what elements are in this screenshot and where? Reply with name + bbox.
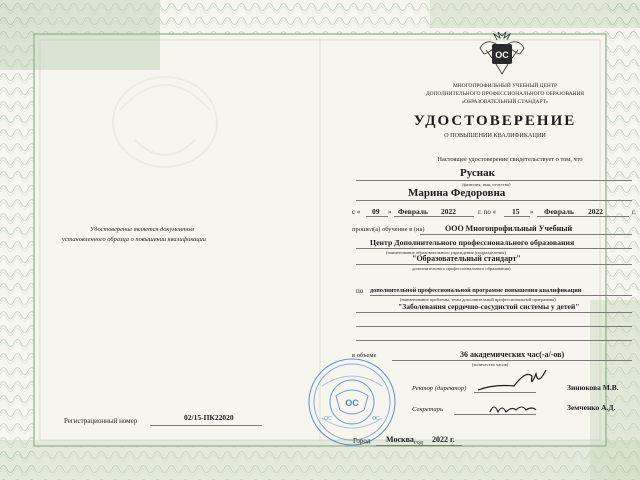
from-day-underline [366,216,388,217]
certifies-text: Настоящее удостоверение свидетельствует о том, что [437,156,583,163]
program-title-underline [356,312,632,313]
registration-label: Регистрационный номер [64,417,138,425]
city-label: Город [353,437,371,445]
org-line-3-underline [356,264,632,265]
program-text: дополнительной профессиональной программе повышения квалификации [370,287,582,294]
given-names: Марина Федоровна [408,187,506,199]
document-subtitle: О ПОВЫШЕНИИ КВАЛИФИКАЦИИ [444,132,546,139]
center-line-3: «ОБРАЗОВАТЕЛЬНЫЙ СТАНДАРТ» [461,99,549,105]
statement-line-2: установленного образца о повышении квалификации [62,236,206,243]
statement-line-1: Удостоверение является документом [90,226,194,233]
seal-right-tag: ОС [372,416,380,422]
to-month: Февраль [544,207,574,216]
org-caption-1: (наименование образовательного учреждения (подразделения) [386,250,506,255]
surname: Руснак [460,167,495,179]
from-day: 09 [372,207,380,216]
to-day: 15 [512,207,520,216]
from-month-underline [394,216,474,217]
rector-name: Зинюкова М.В. [567,383,619,392]
program-underline [370,295,632,296]
to-month-underline [537,216,629,217]
program-blank-line-1 [356,326,632,327]
certificate-sheet: Удостоверение является документом установленного образца о повышении квалификации Регистрационный номер 02/15-ПК22020 ОС МНОГОПРОФИЛЬНЫЙ УЧЕБНЫЙ ЦЕНТР ДОПОЛНИТЕЛЬНОГО ПРОФЕССИОНАЛЬНОГО ОБРАЗОВАНИЯ «ОБРАЗОВАТЕЛЬНЫЙ СТАНДАРТ» УДОСТОВЕРЕНИЕ О ПОВЫШЕНИИ КВАЛИФИКАЦИИ Настоящее удостоверение свидетельствует о том, что Руснак (фамилия, имя, отчество) Марина Федоровна с « 09 » Февраль 2022 г. по « 15 » Февраль 2022 г. прошел(а) обучение в (на) ООО Многопрофильный Учебный Центр Дополнительного профессионального образования (наименование образовательного учреждения (подразделения) "Образовательный стандарт" дополнительного профессионального образования) по дополнительной профессиональной программе повышения квалификации (наименование проблемы, темы дополнительной профессиональной программы) "Заболевания сердечно-сосудистой системы у детей" в объеме 36 академических час(-а/-ов) (количество часов) ОС ОС ОС Ректор (директор) Зинюкова М.В. Секретарь Земченко А.Д. Город Москва год 2022 г. [0,0,640,480]
volume-underline [392,360,632,361]
volume-caption: (количество часов) [472,362,509,367]
registration-number: 02/15-ПК22020 [184,413,234,422]
registration-underline [150,425,262,426]
org-caption-2: дополнительного профессионального образования) [412,266,511,271]
to-day-underline [504,216,530,217]
rector-label: Ректор (директор) [412,385,467,392]
secretary-label: Секретарь [412,406,444,413]
emblem-monogram: ОС [495,50,509,60]
org-line-1-underline [420,234,632,235]
seal-center-monogram: ОС [345,398,359,408]
city-year-label: год [414,439,423,446]
program-label: по [356,287,364,295]
seal-left-tag: ОС [324,416,332,422]
surname-caption: (фамилия, имя, отчество) [462,182,511,187]
org-line-1: ООО Многопрофильный Учебный [445,224,573,233]
volume-value: 36 академических час(-а/-ов) [460,350,565,359]
date-to-prefix: г. по « [478,208,497,216]
surname-underline [356,180,632,181]
city-year-underline [428,445,462,446]
date-from-prefix: с « [352,208,361,216]
org-line-2-underline [356,248,632,249]
secretary-signature-icon [486,398,542,418]
eagle-emblem-icon [472,30,532,78]
program-blank-line-2 [356,340,632,341]
center-line-2: ДОПОЛНИТЕЛЬНОГО ПРОФЕССИОНАЛЬНОГО ОБРАЗОВАНИЯ [426,91,584,97]
rector-signature-icon [474,366,554,396]
year-suffix: г. [632,208,636,216]
from-year: 2022 [441,207,456,216]
center-line-1: МНОГОПРОФИЛЬНЫЙ УЧЕБНЫЙ ЦЕНТР [452,83,558,89]
study-label: прошел(а) обучение в (на) [352,226,425,233]
city-value: Москва [386,435,414,444]
official-seal-icon [306,356,398,448]
volume-label: в объеме [352,352,377,359]
org-line-3: "Образовательный стандарт" [412,254,521,263]
program-caption: (наименование проблемы, темы дополнительной профессиональной программы) [400,297,556,302]
given-names-underline [356,200,632,201]
city-year-value: 2022 г. [432,435,455,444]
to-year: 2022 [588,207,603,216]
from-month: Февраль [398,207,428,216]
document-title: УДОСТОВЕРЕНИЕ [413,113,577,129]
org-line-2: Центр Дополнительного профессионального образования [370,238,575,247]
program-title: "Заболевания сердечно-сосудистой системы у детей" [398,302,580,311]
secretary-name: Земченко А.Д. [567,403,616,412]
